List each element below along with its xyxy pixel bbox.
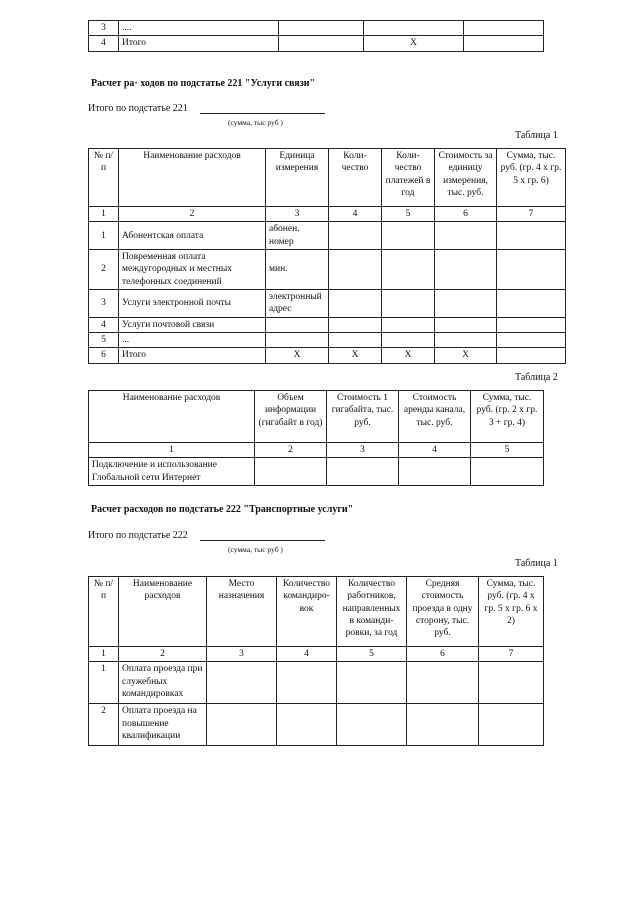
header-workers: Количество работников, направленных в команди-ровки, за год	[337, 577, 407, 647]
header-channel-cost: Стоимость аренды канала, тыс. руб.	[399, 391, 471, 443]
section-222-total-label: Итого по подстатье 222	[88, 530, 188, 541]
section-221-table1	[88, 148, 566, 364]
header-avg-cost: Средняя стоимость проезда в одну сторону, тыс. руб.	[407, 577, 479, 647]
header-payments: Коли-чество платежей в год	[382, 149, 435, 207]
table-row: 4 Итого X	[89, 36, 544, 51]
section-221-table1-caption: Таблица 1	[515, 130, 558, 141]
header-num: № п/п	[89, 149, 119, 207]
table-row: 2 Повременная оплата междугородных и местных телефонных соединений мин.	[89, 250, 566, 290]
header-name: Наименование расходов	[119, 577, 207, 647]
section-221-table2-caption: Таблица 2	[515, 372, 558, 383]
section-221-sum-note: (сумма, тыс руб )	[228, 118, 283, 127]
header-unit: Единица измерения	[266, 149, 329, 207]
section-221-total-line	[200, 113, 325, 114]
section-222-sum-note: (сумма, тыс руб )	[228, 545, 283, 554]
header-sum: Сумма, тыс. руб. (гр. 4 х гр. 5 х гр. 6 х 2)	[479, 577, 544, 647]
section-222-title: Расчет расходов по подстатье 222 "Транспортные услуги"	[91, 504, 354, 515]
header-volume: Объем информации (гигабайт в год)	[255, 391, 327, 443]
header-destination: Место назначения	[207, 577, 277, 647]
row-name: ....	[119, 21, 279, 36]
column-number-row: 1 2 3 4 5 6 7	[89, 207, 566, 222]
table-row: 3 Услуги электронной почты электронный адрес	[89, 290, 566, 318]
row-name: Итого	[119, 36, 279, 51]
header-num: № п/п	[89, 577, 119, 647]
table-row: 6 Итого X X X X	[89, 348, 566, 363]
header-sum: Сумма, тыс. руб. (гр. 2 х гр. 3 + гр. 4)	[471, 391, 544, 443]
header-sum: Сумма, тыс. руб. (гр. 4 х гр. 5 х гр. 6)	[497, 149, 566, 207]
row-number: 3	[89, 21, 119, 36]
column-number-row: 1 2 3 4 5	[89, 443, 544, 458]
row-number: 4	[89, 36, 119, 51]
table-row: 1 Оплата проезда при служебных командировках	[89, 662, 544, 704]
section-222-table1	[88, 576, 544, 746]
header-unit-cost: Стоимость за единицу измерения, тыс. руб.	[435, 149, 497, 207]
section-221-title: Расчет ра· ходов по подстатье 221 "Услуги связи"	[91, 78, 316, 89]
header-trips: Количество командиро-вок	[277, 577, 337, 647]
table-header-row	[89, 149, 566, 207]
column-number-row: 1 2 3 4 5 6 7	[89, 647, 544, 662]
table-row: 5 ...	[89, 333, 566, 348]
section-221-table2	[88, 390, 544, 486]
section-222-table1-caption: Таблица 1	[515, 558, 558, 569]
table-row: 2 Оплата проезда на повышение квалификации	[89, 704, 544, 746]
header-gb-cost: Стоимость 1 гигабайта, тыс. руб.	[327, 391, 399, 443]
header-qty: Коли-чество	[329, 149, 382, 207]
table-row: Подключение и использование Глобальной сети Интернет	[89, 458, 544, 486]
section-222-total-line	[200, 540, 325, 541]
table-row: 1 Абонентская оплата абонен. номер	[89, 222, 566, 250]
table-row: 4 Услуги почтовой связи	[89, 317, 566, 332]
top-table	[88, 20, 544, 52]
table-row	[89, 21, 544, 36]
table-header-row	[89, 577, 544, 647]
header-name: Наименование расходов	[89, 391, 255, 443]
table-header-row	[89, 391, 544, 443]
header-name: Наименование расходов	[119, 149, 266, 207]
section-221-total-label: Итого по подстатье 221	[88, 103, 188, 114]
